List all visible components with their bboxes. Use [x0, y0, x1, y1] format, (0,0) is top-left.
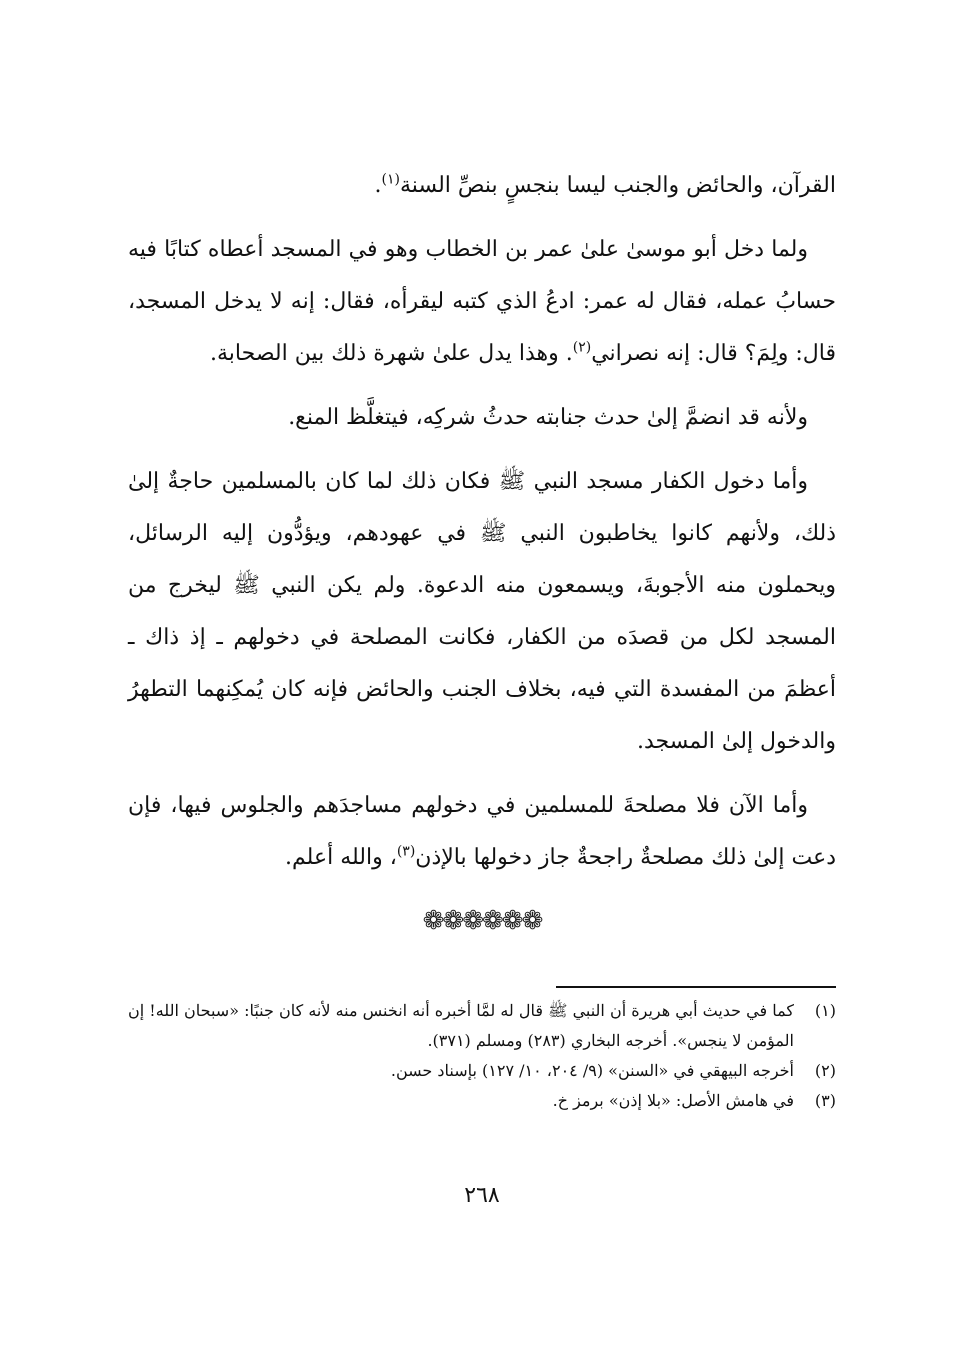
- paragraph-1-text: القرآن، والحائض والجنب ليسا بنجسٍ بنصِّ السنة: [400, 173, 836, 198]
- footnote-2-text: أخرجه البيهقي في «السنن» (٩/ ٢٠٤، ١٠/ ١٢٧) بإسناد حسن.: [390, 1061, 794, 1080]
- footnote-1: [128, 996, 836, 1056]
- footnote-3-text: في هامش الأصل: «بلا إذن» برمز خ.: [552, 1091, 794, 1110]
- paragraph-5-tail: ، والله أعلم.: [285, 845, 397, 870]
- footnote-3: [128, 1086, 836, 1116]
- footnote-ref-1: (١): [381, 171, 401, 188]
- paragraph-3: [128, 392, 836, 444]
- paragraph-2: [128, 224, 836, 380]
- paragraph-3-text: ولأنه قد انضمَّ إلىٰ حدث جنابته حدثُ شركِه، فيتغلَّظ المنع.: [288, 405, 808, 430]
- paragraph-1: [128, 160, 836, 212]
- footnote-3-number: (٣): [814, 1091, 836, 1110]
- footnote-ref-3: (٣): [396, 843, 416, 860]
- paragraph-2-tail: . وهذا يدل علىٰ شهرة ذلك بين الصحابة.: [210, 341, 573, 366]
- body-text: [128, 160, 836, 896]
- section-end-ornament-icon: ❁❁❁❁❁❁: [422, 906, 542, 936]
- footnote-2-number: (٢): [814, 1061, 836, 1080]
- footnote-ref-2: (٢): [572, 339, 592, 356]
- footnote-1-text: كما في حديث أبي هريرة أن النبي ﷺ قال له لمَّا أخبره أنه انخنس منه لأنه كان جنبًا: «سبحان الله! إن المؤمن لا ينجس». أخرجه البخاري (٢٨٣) ومسلم (٣٧١).: [128, 1001, 794, 1050]
- paragraph-4-text: وأما دخول الكفار مسجد النبي ﷺ فكان ذلك لما كان بالمسلمين حاجةٌ إلىٰ ذلك، ولأنهم كانوا يخاطبون النبي ﷺ في عهودهم، ويؤدُّون إليه الرسائل، ويحملون منه الأجوبةَ، ويسمعون منه الدعوة. ولم يكن النبي ﷺ ليخرج من المسجد لكل من قصدَه من الكفار، فكانت المصلحة في دخولهم ـ إذ ذاك ـ أعظمَ من المفسدة التي فيه، بخلاف الجنب والحائض فإنه كان يُمكِنهما التطهرُ والدخول إلىٰ المسجد.: [128, 469, 837, 754]
- footnote-1-number: (١): [814, 1001, 836, 1020]
- paragraph-2-text: ولما دخل أبو موسىٰ علىٰ عمر بن الخطاب وهو في المسجد أعطاه كتابًا فيه حسابُ عمله، فقال له عمر: ادعُ الذي كتبه ليقرأه، فقال: إنه لا يدخل المسجد، قال: ولِمَ؟ قال: إنه نصراني: [128, 237, 836, 366]
- paragraph-5: [128, 780, 836, 884]
- paragraph-4: [128, 456, 836, 768]
- footnote-2: [128, 1056, 836, 1086]
- page-number: ٢٦٨: [464, 1183, 500, 1208]
- paragraph-1-tail: .: [374, 173, 382, 198]
- footnotes: [128, 996, 836, 1116]
- paragraph-5-text: وأما الآن فلا مصلحةَ للمسلمين في دخولهم مساجدَهم والجلوس فيها، فإن دعت إلىٰ ذلك مصلحةٌ راجحةٌ جاز دخولها بالإذن: [128, 793, 836, 870]
- footnote-divider: [556, 986, 836, 988]
